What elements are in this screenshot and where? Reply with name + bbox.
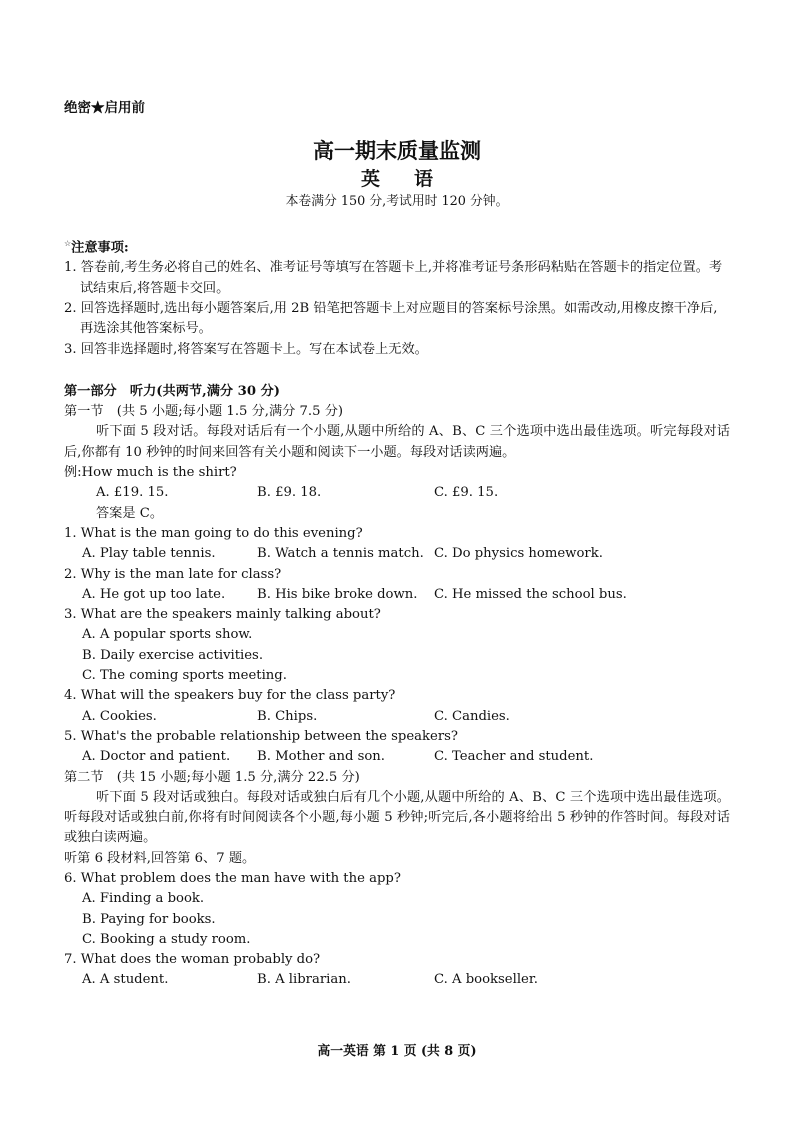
section1-instructions: 听下面 5 段对话。每段对话后有一个小题,从题中所给的 A、B、C 三个选项中选出最佳选项。听完每段对话后,你都有 10 秒钟的时间来回答有关小题和阅读下一小题。每段对话读两遍。	[64, 424, 730, 460]
subject-char: 语	[414, 168, 434, 190]
question-text: 1. What is the man going to do this evening?	[64, 525, 363, 541]
question-text: 5. What's the probable relationship between the speakers?	[64, 728, 458, 744]
option: B. £9. 18.	[257, 485, 322, 501]
note-item: 1. 答卷前,考生务必将自己的姓名、准考证号等填写在答题卡上,并将准考证号条形码粘贴在答题卡的指定位置。考试结束后,将答题卡交回。	[64, 260, 723, 296]
question-text: 2. Why is the man late for class?	[64, 566, 282, 582]
option-c: C. The coming sports meeting.	[82, 668, 287, 684]
option-b: B. Paying for books.	[82, 911, 216, 927]
exam-page	[64, 96, 730, 991]
question-options	[64, 544, 730, 564]
option-a: A. Finding a book.	[82, 891, 205, 907]
option-a: A. Cookies.	[82, 708, 157, 724]
example-options	[64, 483, 730, 503]
option-c: C. Booking a study room.	[82, 931, 251, 947]
option-c: C. Teacher and student.	[434, 749, 594, 765]
option-b: B. Chips.	[257, 708, 318, 724]
material-note: 听第 6 段材料,回答第 6、7 题。	[64, 850, 256, 866]
exam-meta: 本卷满分 150 分,考试用时 120 分钟。	[285, 194, 509, 209]
question-text: 6. What problem does the man have with the app?	[64, 871, 401, 886]
option-c: C. A bookseller.	[434, 972, 538, 988]
option-a: A. Play table tennis.	[82, 546, 216, 562]
question-options	[64, 585, 730, 605]
option-c: C. Do physics homework.	[434, 546, 603, 562]
question-text: 4. What will the speakers buy for the class party?	[64, 688, 396, 704]
example-answer: 答案是 C。	[96, 505, 164, 521]
option-c: C. Candies.	[434, 708, 510, 724]
example-question: 例:How much is the shirt?	[64, 465, 237, 481]
page-footer: 高一英语 第 1 页 (共 8 页)	[317, 1044, 477, 1059]
section2-instructions: 听下面 5 段对话或独白。每段对话或独白后有几个小题,从题中所给的 A、B、C 三个选项中选出最佳选项。听每段对话或独白前,你将有时间阅读各个小题,每小题 5 秒钟;听完后,各小题将给出 5 秒钟的作答时间。每段对话或独白读两遍。	[64, 789, 730, 846]
option-a: A. A student.	[82, 972, 169, 988]
option-b: B. A librarian.	[257, 972, 351, 988]
note-item: 2. 回答选择题时,选出每小题答案后,用 2B 铅笔把答题卡上对应题目的答案标号涂黑。如需改动,用橡皮擦干净后,再选涂其他答案标号。	[64, 300, 718, 337]
option-c: C. He missed the school bus.	[434, 586, 627, 602]
option-a: A. A popular sports show.	[82, 627, 253, 643]
question-text: 7. What does the woman probably do?	[64, 952, 321, 968]
question-options	[64, 707, 730, 727]
subject-char: 英	[360, 168, 414, 190]
option-b: B. Daily exercise activities.	[82, 647, 264, 663]
option: C. £9. 15.	[434, 485, 499, 501]
option-a: A. He got up too late.	[82, 586, 226, 602]
question-text: 3. What are the speakers mainly talking about?	[64, 607, 381, 623]
notes-mark: ☆	[64, 239, 72, 248]
question-options	[64, 747, 730, 767]
option-b: B. Watch a tennis match.	[257, 546, 424, 562]
option-b: B. Mother and son.	[257, 749, 385, 765]
subject-title	[64, 166, 730, 192]
confidential-label: 绝密★启用前	[64, 100, 145, 116]
section2-title: 第二节 (共 15 小题;每小题 1.5 分,满分 22.5 分)	[64, 769, 360, 785]
question-options	[64, 970, 730, 990]
option-a: A. Doctor and patient.	[82, 749, 231, 765]
option: A. £19. 15.	[96, 485, 169, 501]
exam-title: 高一期末质量监测	[313, 138, 481, 163]
notes-title: ☆注意事项:	[64, 239, 129, 256]
section1-title: 第一节 (共 5 小题;每小题 1.5 分,满分 7.5 分)	[64, 404, 344, 420]
note-item: 3. 回答非选择题时,将答案写在答题卡上。写在本试卷上无效。	[64, 341, 428, 357]
option-b: B. His bike broke down.	[257, 586, 418, 602]
part1-title: 第一部分 听力(共两节,满分 30 分)	[64, 383, 281, 399]
